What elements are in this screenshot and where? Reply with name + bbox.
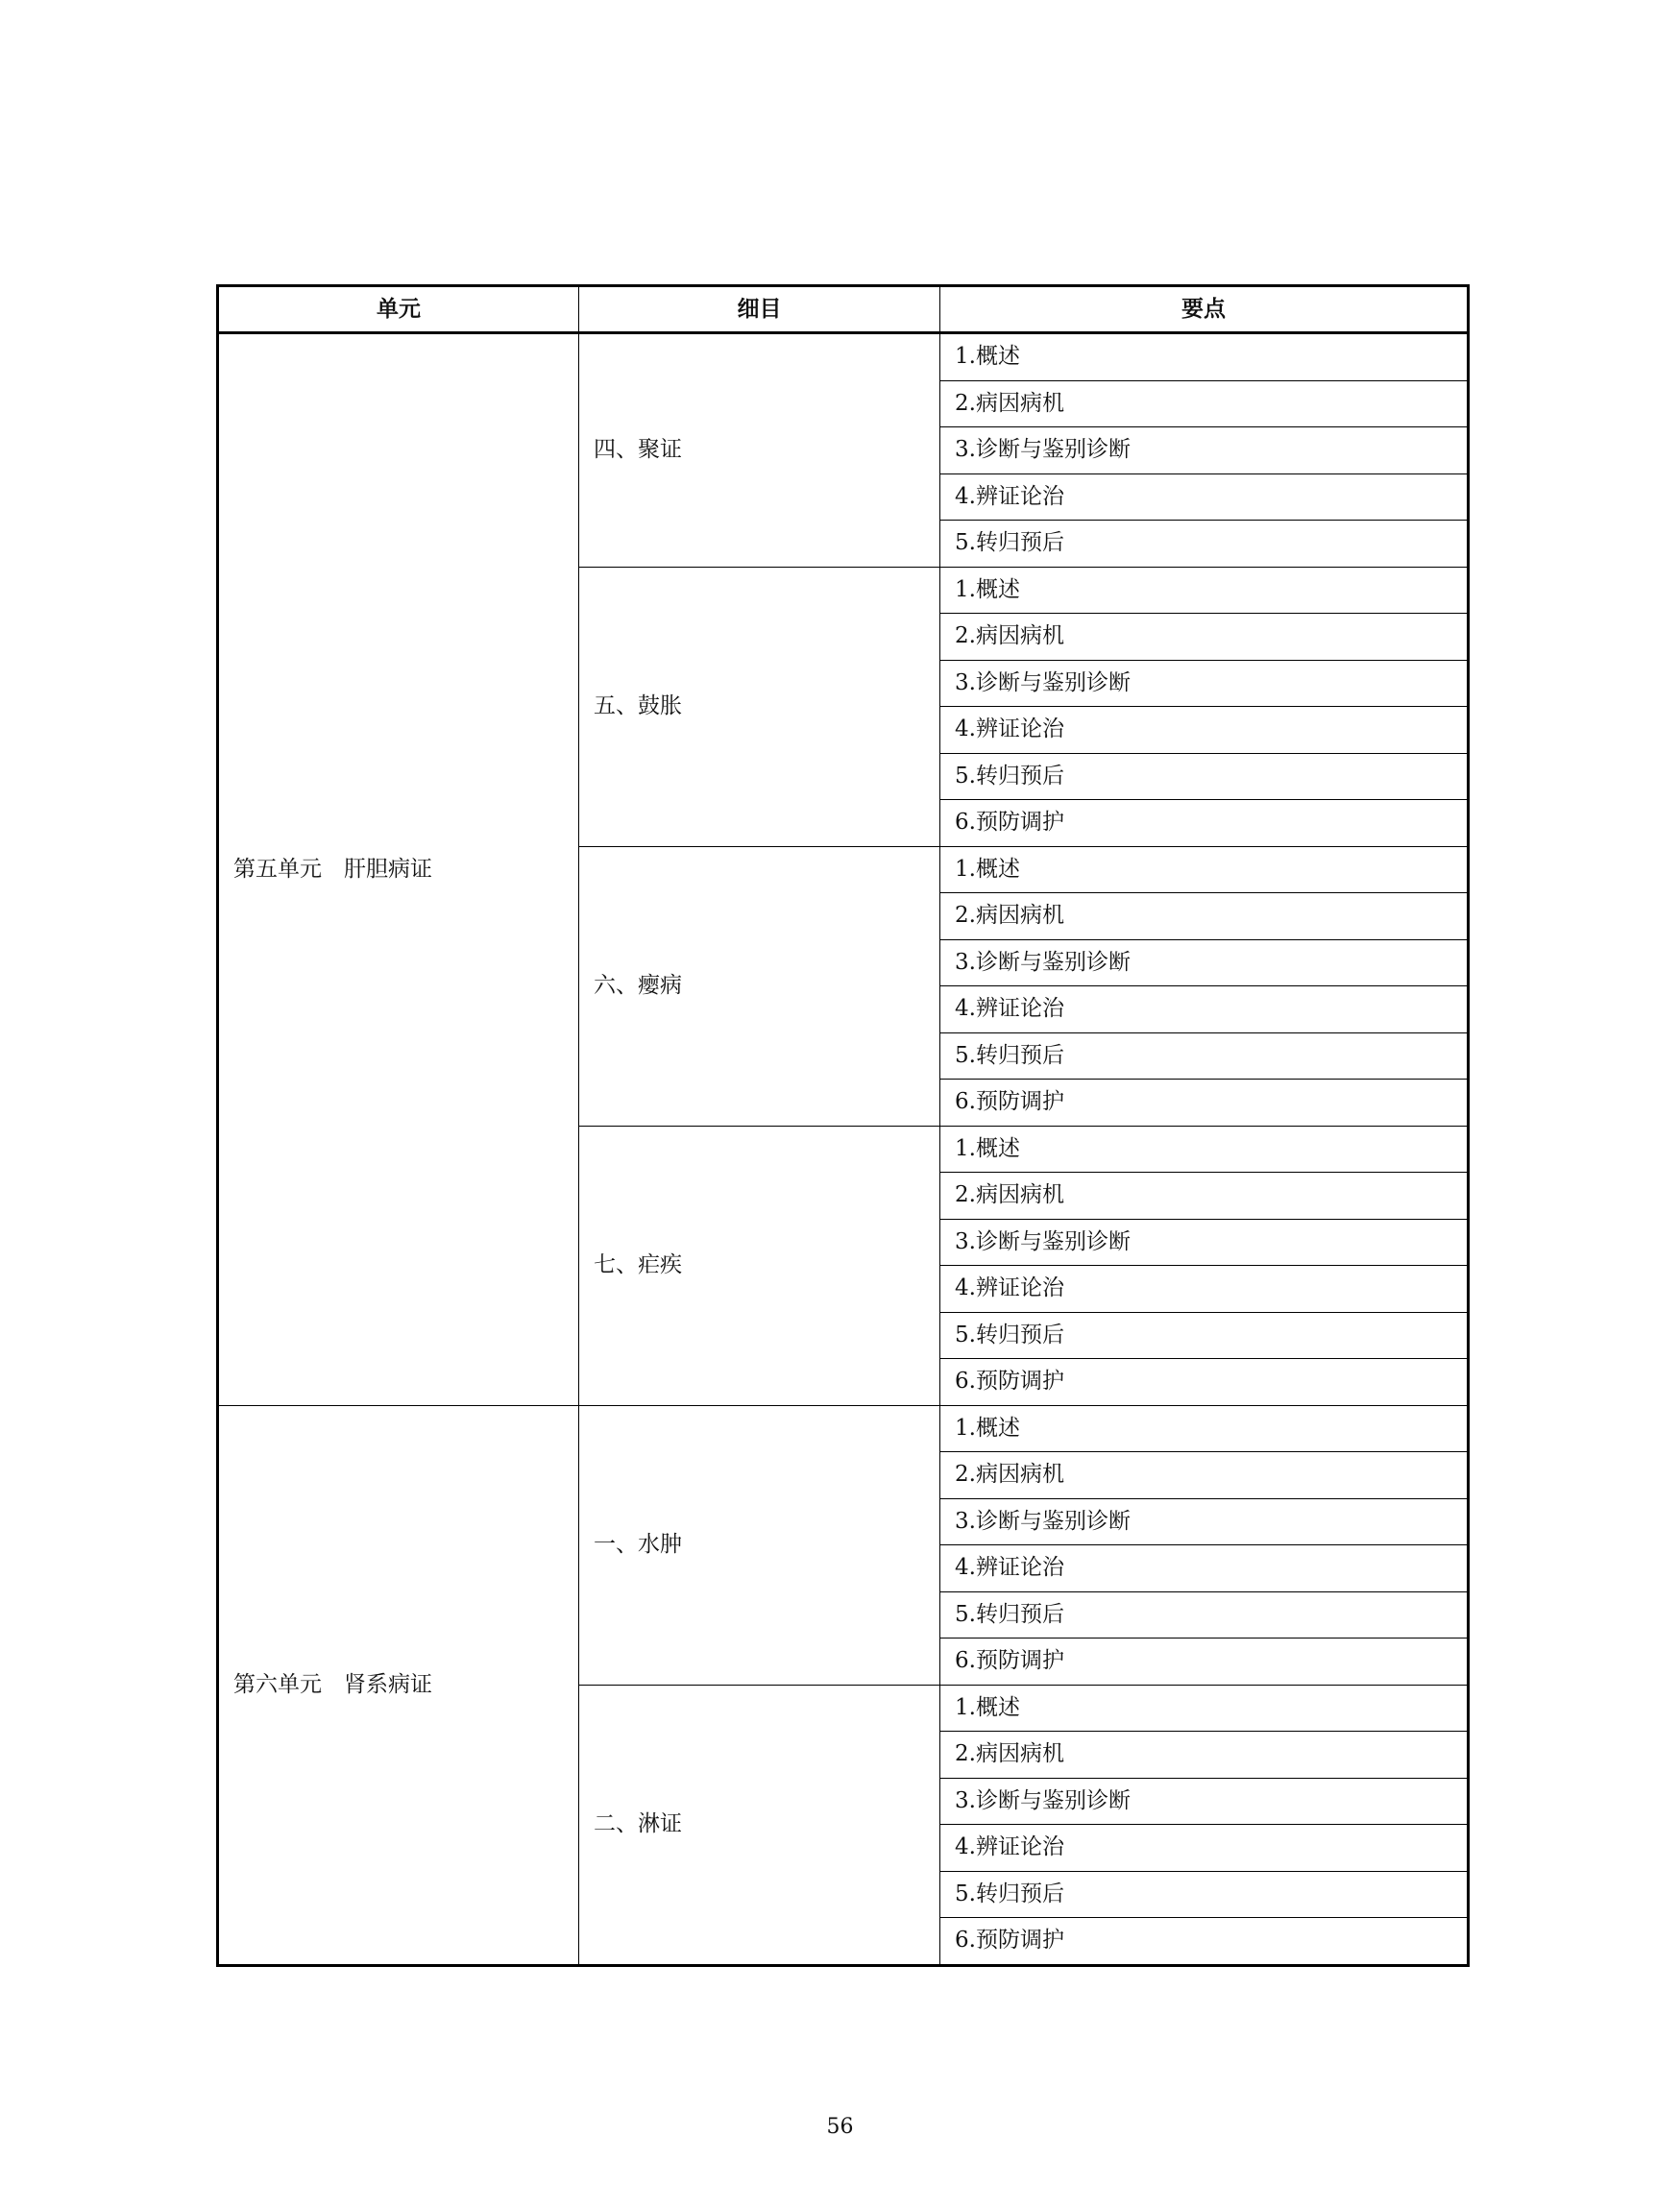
item-cell: 一、水肿 (579, 1405, 940, 1685)
header-unit: 单元 (218, 286, 579, 333)
unit-cell: 第六单元 肾系病证 (218, 1405, 579, 1965)
point-cell: 4.辨证论治 (940, 707, 1469, 754)
header-item: 细目 (579, 286, 940, 333)
point-cell: 3.诊断与鉴别诊断 (940, 939, 1469, 986)
unit-cell: 第五单元 肝胆病证 (218, 333, 579, 1406)
point-cell: 3.诊断与鉴别诊断 (940, 1778, 1469, 1825)
point-cell: 1.概述 (940, 333, 1469, 381)
point-cell: 6.预防调护 (940, 1080, 1469, 1127)
point-cell: 4.辨证论治 (940, 1266, 1469, 1313)
table-header-row (218, 286, 1469, 333)
point-cell: 3.诊断与鉴别诊断 (940, 427, 1469, 474)
point-cell: 4.辨证论治 (940, 1825, 1469, 1872)
point-cell: 4.辨证论治 (940, 473, 1469, 521)
point-cell: 5.转归预后 (940, 1871, 1469, 1918)
item-cell: 四、聚证 (579, 333, 940, 568)
point-cell: 1.概述 (940, 1685, 1469, 1732)
point-cell: 3.诊断与鉴别诊断 (940, 660, 1469, 707)
point-cell: 5.转归预后 (940, 753, 1469, 800)
point-cell: 1.概述 (940, 846, 1469, 893)
point-cell: 2.病因病机 (940, 614, 1469, 661)
point-cell: 2.病因病机 (940, 380, 1469, 427)
point-cell: 5.转归预后 (940, 1591, 1469, 1639)
point-cell: 2.病因病机 (940, 1732, 1469, 1779)
item-cell: 五、鼓胀 (579, 567, 940, 846)
point-cell: 5.转归预后 (940, 1032, 1469, 1080)
item-cell: 七、疟疾 (579, 1126, 940, 1405)
point-cell: 2.病因病机 (940, 1452, 1469, 1499)
point-cell: 1.概述 (940, 567, 1469, 614)
point-cell: 2.病因病机 (940, 893, 1469, 940)
point-cell: 5.转归预后 (940, 1312, 1469, 1359)
point-cell: 6.预防调护 (940, 1918, 1469, 1966)
point-cell: 3.诊断与鉴别诊断 (940, 1219, 1469, 1266)
point-cell: 6.预防调护 (940, 1359, 1469, 1406)
point-cell: 4.辨证论治 (940, 1545, 1469, 1592)
point-cell: 5.转归预后 (940, 521, 1469, 568)
item-cell: 二、淋证 (579, 1685, 940, 1965)
syllabus-table (216, 284, 1470, 1967)
point-cell: 1.概述 (940, 1405, 1469, 1452)
point-cell: 4.辨证论治 (940, 986, 1469, 1033)
point-cell: 6.预防调护 (940, 1639, 1469, 1686)
table-row (218, 333, 1469, 381)
header-points: 要点 (940, 286, 1469, 333)
point-cell: 3.诊断与鉴别诊断 (940, 1498, 1469, 1545)
item-cell: 六、瘿病 (579, 846, 940, 1126)
point-cell: 2.病因病机 (940, 1173, 1469, 1220)
point-cell: 1.概述 (940, 1126, 1469, 1173)
table-row (218, 1405, 1469, 1452)
page-number: 56 (826, 2115, 854, 2139)
table-body (218, 333, 1469, 1966)
point-cell: 6.预防调护 (940, 800, 1469, 847)
